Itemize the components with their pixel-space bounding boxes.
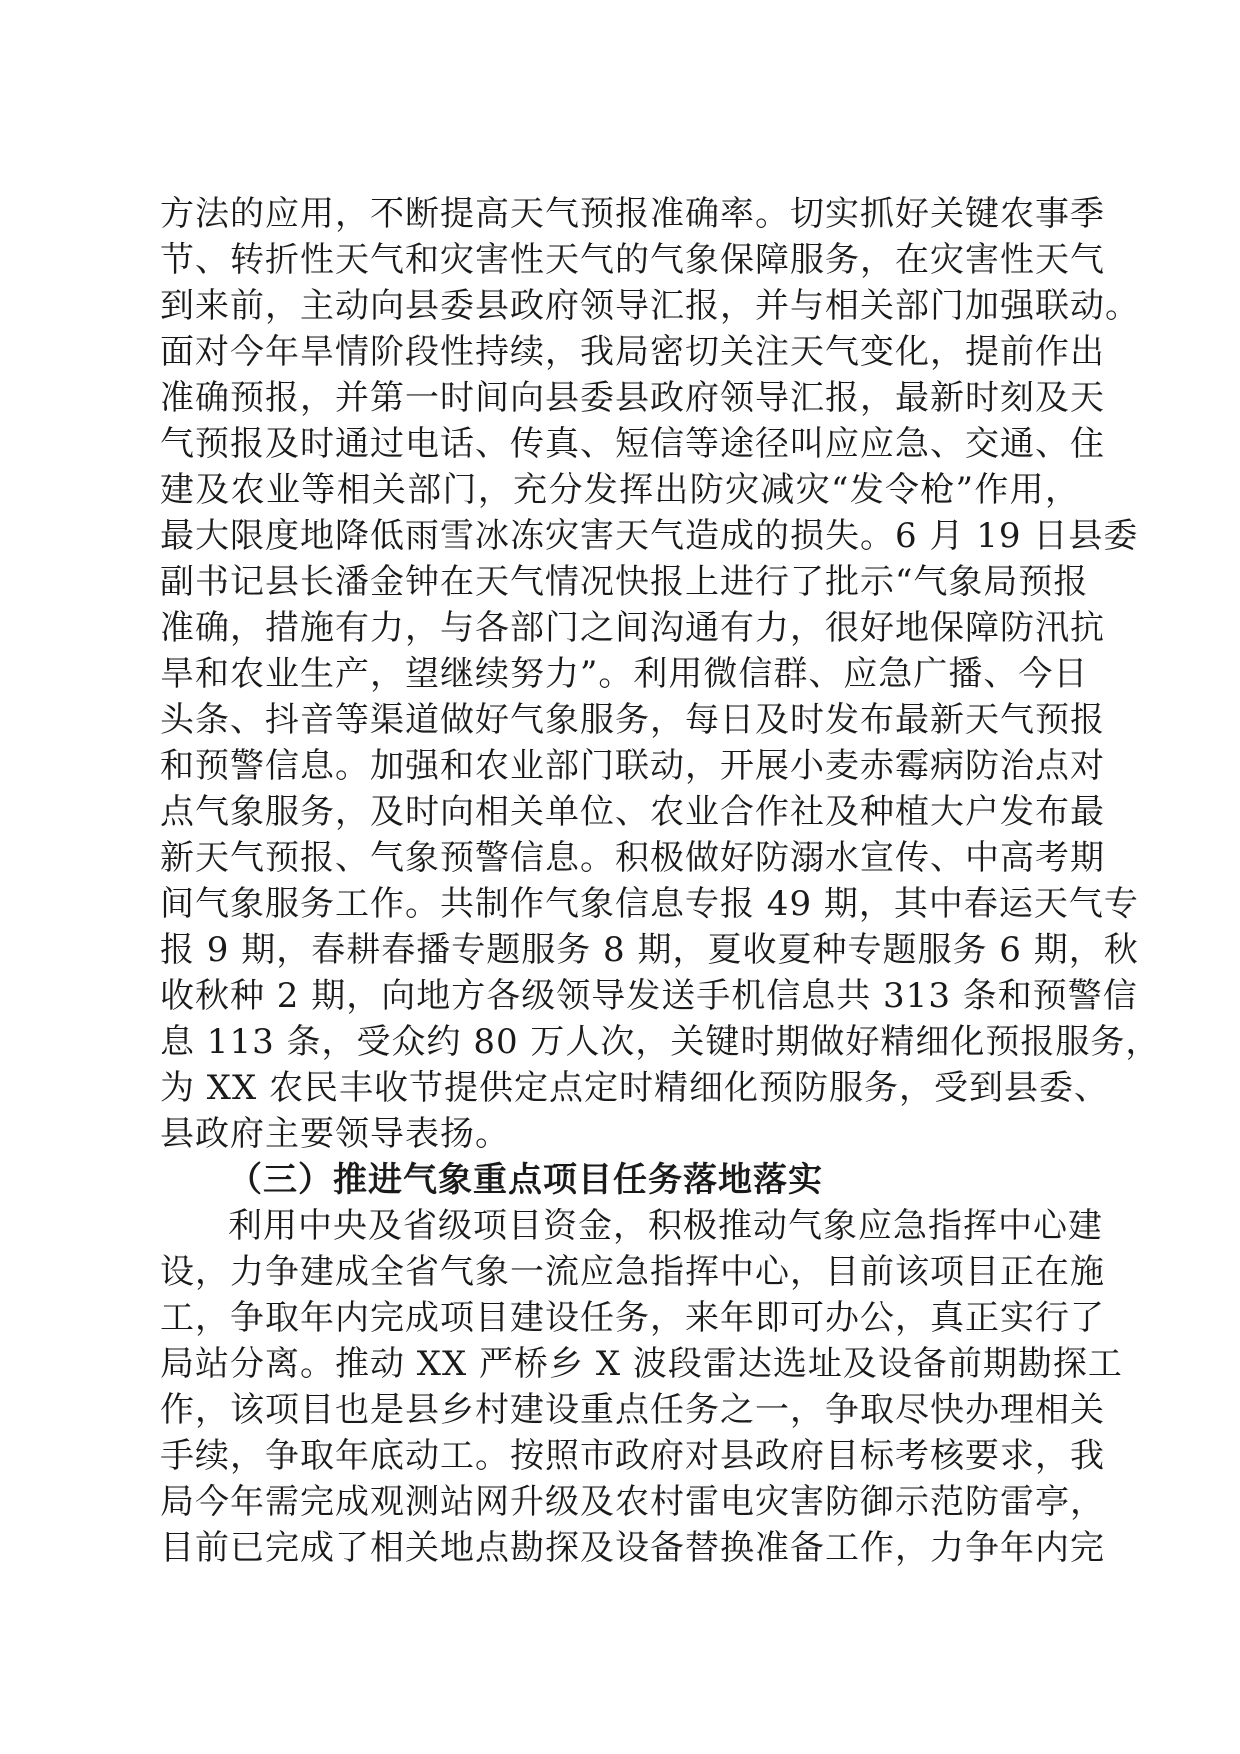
text-line: 和预警信息。加强和农业部门联动，开展小麦赤霉病防治点对 bbox=[160, 746, 1105, 786]
text-line: 设，力争建成全省气象一流应急指挥中心，目前该项目正在施 bbox=[160, 1252, 1105, 1292]
paragraph-projects bbox=[160, 1203, 1123, 1571]
text-line: 面对今年旱情阶段性持续，我局密切关注天气变化，提前作出 bbox=[160, 332, 1105, 372]
text-line: 为 XX 农民丰收节提供定点定时精细化预防服务，受到县委、 bbox=[160, 1068, 1110, 1108]
text-line: 新天气预报、气象预警信息。积极做好防溺水宣传、中高考期 bbox=[160, 838, 1105, 878]
text-line: 目前已完成了相关地点勘探及设备替换准备工作，力争年内完 bbox=[160, 1528, 1105, 1568]
text-line: 到来前，主动向县委县政府领导汇报，并与相关部门加强联动。 bbox=[160, 286, 1140, 326]
section-heading: （三）推进气象重点项目任务落地落实 bbox=[228, 1160, 823, 1200]
text-line: 报 9 期，春耕春播专题服务 8 期，夏收夏种专题服务 6 期，秋 bbox=[160, 930, 1139, 970]
document-body bbox=[160, 191, 1161, 1571]
text-line: 息 113 条，受众约 80 万人次，关键时期做好精细化预报服务， bbox=[160, 1022, 1161, 1062]
text-line: 方法的应用，不断提高天气预报准确率。切实抓好关键农事季 bbox=[160, 194, 1105, 234]
paragraph-service bbox=[160, 191, 1161, 1157]
text-line: 最大限度地降低雨雪冰冻灾害天气造成的损失。6 月 19 日县委 bbox=[160, 516, 1139, 556]
text-line: 局站分离。推动 XX 严桥乡 X 波段雷达选址及设备前期勘探工 bbox=[160, 1344, 1123, 1384]
text-line: 头条、抖音等渠道做好气象服务，每日及时发布最新天气预报 bbox=[160, 700, 1105, 740]
text-line: 节、转折性天气和灾害性天气的气象保障服务，在灾害性天气 bbox=[160, 240, 1105, 280]
text-line: 气预报及时通过电话、传真、短信等途径叫应应急、交通、住 bbox=[160, 424, 1105, 464]
text-line: 间气象服务工作。共制作气象信息专报 49 期，其中春运天气专 bbox=[160, 884, 1139, 924]
text-line: 准确预报，并第一时间向县委县政府领导汇报，最新时刻及天 bbox=[160, 378, 1105, 418]
text-line: 利用中央及省级项目资金，积极推动气象应急指挥中心建 bbox=[228, 1206, 1103, 1246]
text-line: 作，该项目也是县乡村建设重点任务之一，争取尽快办理相关 bbox=[160, 1390, 1105, 1430]
text-line: 准确，措施有力，与各部门之间沟通有力，很好地保障防汛抗 bbox=[160, 608, 1105, 648]
text-line: 县政府主要领导表扬。 bbox=[160, 1114, 510, 1154]
text-line: 手续，争取年底动工。按照市政府对县政府目标考核要求，我 bbox=[160, 1436, 1105, 1476]
text-line: 副书记县长潘金钟在天气情况快报上进行了批示“气象局预报 bbox=[160, 562, 1089, 602]
text-line: 点气象服务，及时向相关单位、农业合作社及种植大户发布最 bbox=[160, 792, 1105, 832]
text-line: 旱和农业生产，望继续努力”。利用微信群、应急广播、今日 bbox=[160, 654, 1089, 694]
text-line: 建及农业等相关部门，充分发挥出防灾减灾“发令枪”作用， bbox=[160, 470, 1080, 510]
text-line: 局今年需完成观测站网升级及农村雷电灾害防御示范防雷亭， bbox=[160, 1482, 1105, 1522]
text-line: 收秋种 2 期，向地方各级领导发送手机信息共 313 条和预警信 bbox=[160, 976, 1138, 1016]
text-line: 工，争取年内完成项目建设任务，来年即可办公，真正实行了 bbox=[160, 1298, 1105, 1338]
